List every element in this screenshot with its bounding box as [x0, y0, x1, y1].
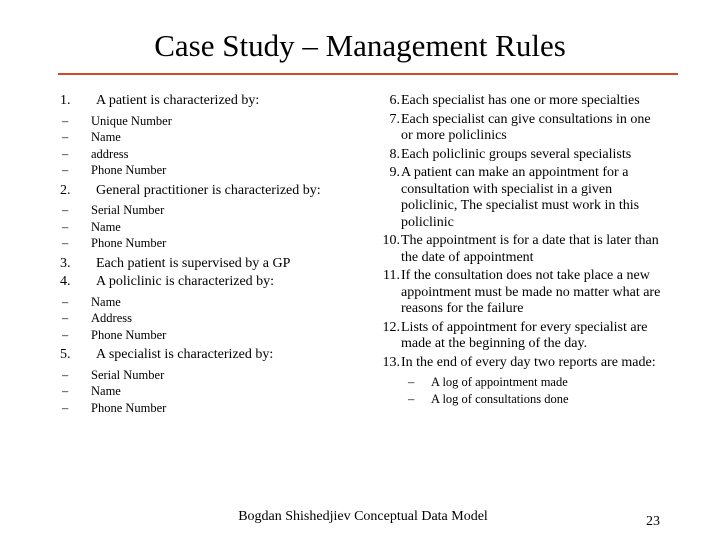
list-item-number: 13. — [382, 354, 400, 370]
sub-list-item — [408, 374, 665, 391]
list-item-text: Each specialist can give consultations in one or more policlinics — [401, 111, 651, 143]
sub-list-item-text: Serial Number — [91, 203, 165, 217]
sub-list-item-text: Phone Number — [91, 400, 167, 415]
list-item — [365, 233, 665, 266]
list-item — [365, 147, 665, 164]
right-column — [365, 93, 665, 411]
list-item-text: General practitioner is characterized by: — [96, 182, 321, 198]
sub-list-item — [408, 391, 665, 408]
list-item-number: 4. — [60, 274, 71, 289]
list-item-text: In the end of every day two reports are made: — [401, 354, 656, 370]
dash-bullet-icon: – — [62, 367, 69, 382]
dash-bullet-icon: – — [62, 146, 69, 161]
sub-list-item — [62, 129, 340, 146]
list-item-text: Each specialist has one or more specialties — [401, 93, 640, 108]
list-item — [365, 165, 665, 231]
list-item — [365, 112, 665, 145]
sub-list-item-text: Name — [91, 219, 121, 234]
sub-list-item-text: A log of consultations done — [431, 391, 569, 406]
list-item — [60, 256, 340, 273]
sub-list-item — [62, 400, 340, 417]
dash-bullet-icon: – — [62, 163, 69, 177]
list-item-text: Lists of appointment for every specialist are made at the beginning of the day. — [401, 319, 648, 351]
list-item — [60, 274, 340, 291]
list-item — [365, 355, 665, 372]
dash-bullet-icon: – — [62, 294, 69, 309]
slide-title: Case Study – Management Rules — [154, 28, 566, 63]
dash-bullet-icon: – — [62, 384, 69, 398]
sub-list-item — [62, 383, 340, 400]
footer-text: Bogdan Shishedjiev Conceptual Data Model — [238, 509, 488, 524]
list-item-text: Each patient is supervised by a GP — [96, 255, 291, 271]
list-item-number: 8. — [389, 146, 400, 162]
list-item-number: 3. — [60, 255, 71, 271]
sub-list-item-text: address — [91, 146, 129, 161]
list-item-text: If the consultation does not take place a new appointment must be made no matter what are reasons for the failure — [401, 268, 661, 316]
list-item-text: A policlinic is characterized by: — [96, 274, 275, 289]
list-item — [60, 93, 340, 110]
sub-list-item-text: Name — [91, 130, 121, 144]
sub-list-item-text: Unique Number — [91, 113, 172, 128]
list-item-text: Each policlinic groups several specialists — [401, 146, 632, 162]
sub-list-item — [62, 327, 340, 344]
sub-list — [60, 113, 340, 179]
sub-list-item-text: Name — [91, 384, 121, 398]
sub-list-item — [62, 162, 340, 179]
dash-bullet-icon: – — [62, 130, 69, 144]
dash-bullet-icon: – — [62, 203, 69, 217]
dash-bullet-icon: – — [62, 236, 69, 250]
list-item-number: 2. — [60, 182, 71, 198]
list-item-text: A patient is characterized by: — [96, 93, 260, 108]
sub-list-item-text: Phone Number — [91, 327, 167, 342]
dash-bullet-icon: – — [408, 391, 415, 406]
sub-list-item-text: Name — [91, 294, 121, 309]
sub-list-item — [62, 219, 340, 236]
sub-list — [60, 202, 340, 252]
list-item — [365, 320, 665, 353]
dash-bullet-icon: – — [62, 400, 69, 415]
sub-list-item-text: A log of appointment made — [431, 375, 568, 389]
list-item-number: 7. — [389, 111, 400, 127]
list-item-number: 6. — [389, 93, 400, 108]
sub-list-item — [62, 146, 340, 163]
sub-list-item — [62, 294, 340, 311]
list-item-number: 1. — [60, 93, 71, 108]
list-item-number: 12. — [382, 319, 400, 335]
left-column — [60, 93, 340, 420]
list-item-text: A specialist is characterized by: — [96, 347, 274, 362]
list-item-text: The appointment is for a date that is later than the date of appointment — [401, 233, 659, 265]
page-number: 23 — [646, 514, 660, 529]
list-item — [60, 183, 340, 200]
dash-bullet-icon: – — [62, 113, 69, 128]
list-item — [60, 347, 340, 364]
sub-list-item — [62, 235, 340, 252]
sub-list-item — [62, 310, 340, 327]
dash-bullet-icon: – — [62, 219, 69, 234]
sub-list-item — [62, 113, 340, 130]
sub-list-item-text: Serial Number — [91, 367, 165, 382]
sub-list — [60, 294, 340, 344]
sub-list-item-text: Address — [91, 311, 132, 325]
sub-list-item-text: Phone Number — [91, 236, 167, 250]
dash-bullet-icon: – — [62, 311, 69, 325]
title-underline — [58, 73, 678, 75]
sub-list — [60, 367, 340, 417]
sub-list-item — [62, 367, 340, 384]
dash-bullet-icon: – — [408, 375, 415, 389]
list-item-text: A patient can make an appointment for a consultation with specialist in a given policlinic, The specialist must work in this policlinic — [401, 165, 640, 230]
dash-bullet-icon: – — [62, 327, 69, 342]
list-item-number: 5. — [60, 347, 71, 362]
sub-list-item-text: Phone Number — [91, 163, 167, 177]
list-item — [365, 268, 665, 318]
list-item — [365, 93, 665, 110]
sub-list-item — [62, 202, 340, 219]
list-item-number: 10. — [382, 233, 400, 248]
sub-list — [365, 374, 665, 407]
list-item-number: 9. — [389, 165, 400, 180]
list-item-number: 11. — [383, 268, 400, 283]
